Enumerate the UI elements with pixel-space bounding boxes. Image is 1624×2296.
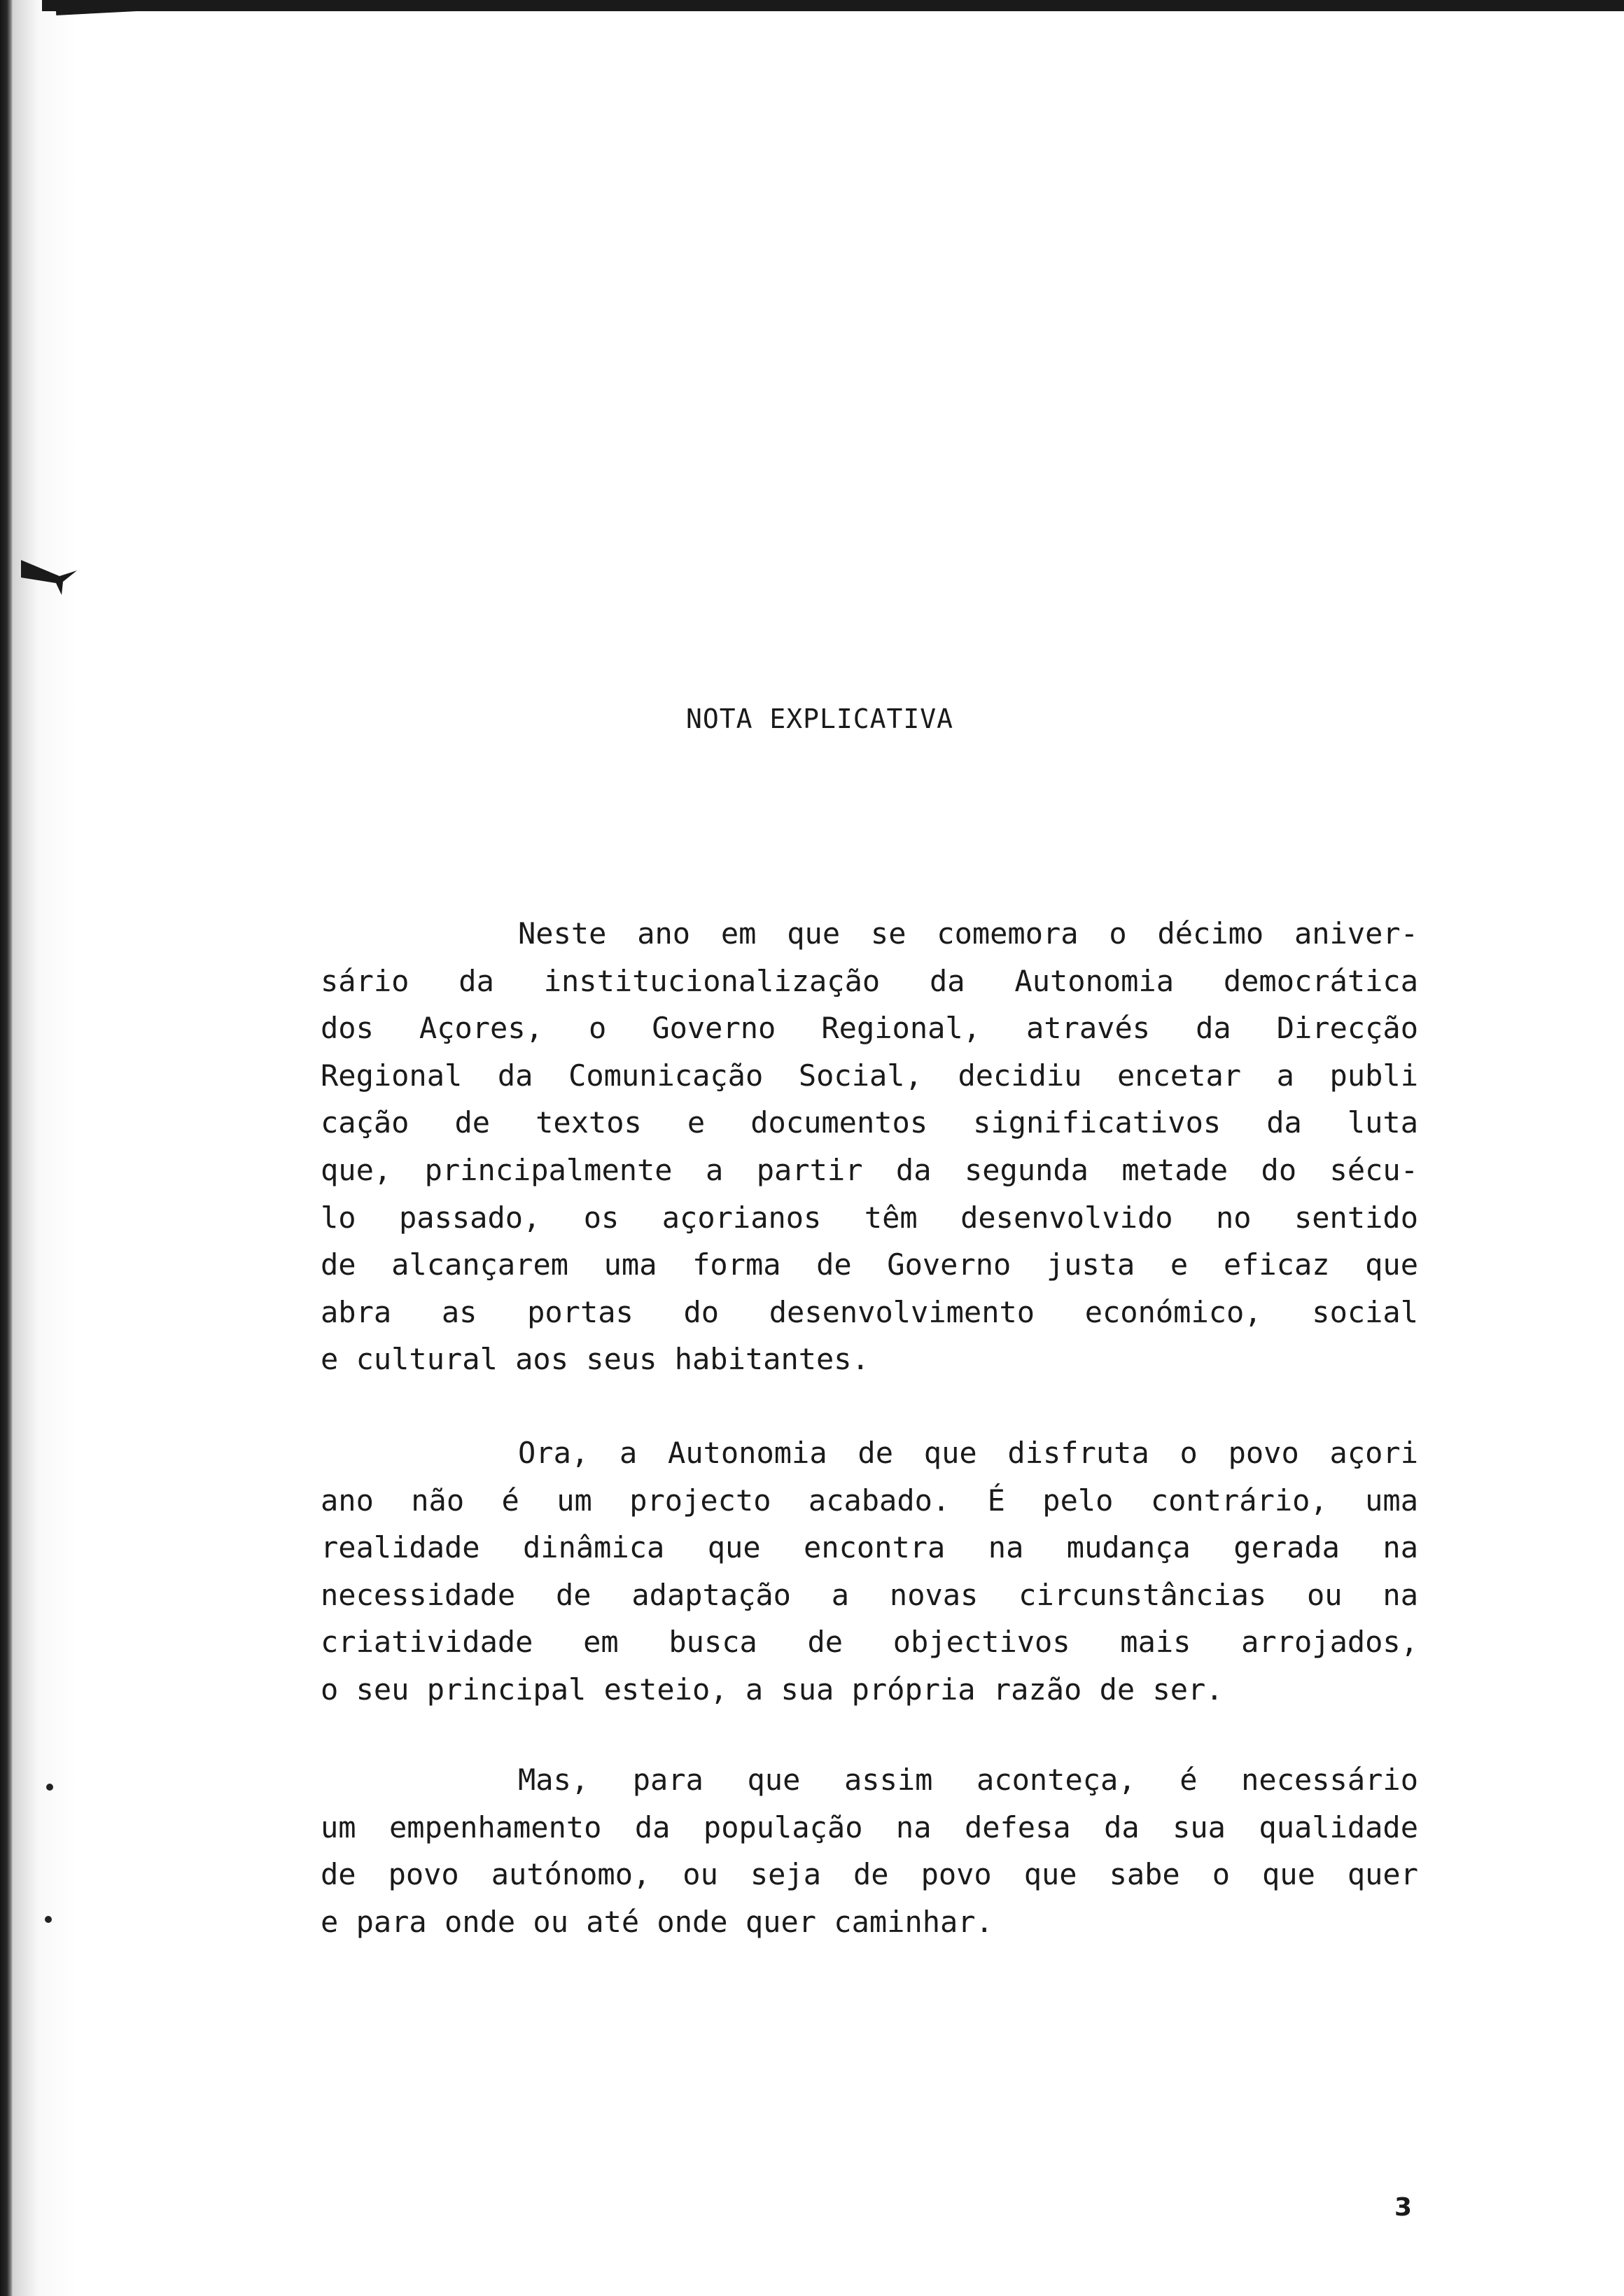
text-line: que, principalmente a partir da segunda metade do sécu- — [321, 1152, 1418, 1187]
text-line: criatividade em busca de objectivos mais arrojados, — [321, 1625, 1418, 1660]
text-line: e para onde ou até onde quer caminhar. — [321, 1904, 993, 1939]
page-number: 3 — [1394, 2193, 1413, 2222]
text-line: ano não é um projecto acabado. É pelo contrário, uma — [321, 1483, 1418, 1518]
text-line: Regional da Comunicação Social, decidiu encetar a publi — [321, 1058, 1418, 1093]
text-line: Mas, para que assim aconteça, é necessário — [518, 1763, 1418, 1797]
text-line: sário da institucionalização da Autonomia democrática — [321, 963, 1418, 998]
binding-hole-mark — [46, 1784, 53, 1791]
paragraph-3 — [321, 1756, 1418, 1945]
text-line: de povo autónomo, ou seja de povo que sabe o que quer — [321, 1857, 1418, 1892]
text-line: cação de textos e documentos significativos da luta — [321, 1105, 1418, 1140]
text-line: Ora, a Autonomia de que disfruta o povo açori — [518, 1436, 1418, 1470]
text-line: Neste ano em que se comemora o décimo aniver- — [518, 916, 1418, 951]
page-top-edge — [42, 0, 1624, 11]
staple-mark — [21, 556, 84, 598]
text-line: lo passado, os açorianos têm desenvolvido no sentido — [321, 1200, 1418, 1235]
text-line: e cultural aos seus habitantes. — [321, 1342, 869, 1377]
text-line: necessidade de adaptação a novas circunstâncias ou na — [321, 1577, 1418, 1612]
text-line: o seu principal esteio, a sua própria razão de ser. — [321, 1672, 1224, 1707]
document-title: NOTA EXPLICATIVA — [686, 704, 954, 734]
text-line: dos Açores, o Governo Regional, através da Direcção — [321, 1011, 1418, 1046]
page-left-edge — [0, 0, 13, 2296]
text-line: de alcançarem uma forma de Governo justa e eficaz que — [321, 1247, 1418, 1282]
binding-hole-mark — [45, 1916, 52, 1923]
paragraph-2 — [321, 1429, 1418, 1714]
text-line: realidade dinâmica que encontra na mudança gerada na — [321, 1530, 1418, 1565]
paragraph-1 — [321, 910, 1418, 1383]
text-line: um empenhamento da população na defesa da sua qualidade — [321, 1809, 1418, 1844]
text-line: abra as portas do desenvolvimento económico, social — [321, 1294, 1418, 1329]
